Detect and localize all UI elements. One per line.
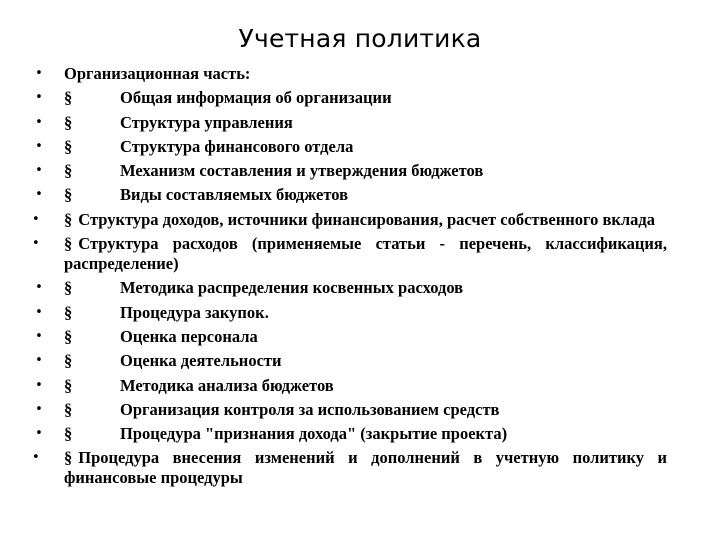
list-item-text: Структура доходов, источники финансирования, расчет собственного вклада [78,209,655,229]
list-item-text: Процедура закупок. [120,302,269,322]
list-item [32,303,667,323]
bullet-icon: • [35,426,43,442]
list-item [32,376,667,396]
section-sign: § [64,161,73,181]
section-sign: § [64,88,73,108]
list-item-text: Методика анализа бюджетов [120,375,334,395]
list-item [32,327,667,347]
slide-title: Учетная политика [238,24,482,53]
list-item [32,137,667,157]
bullet-icon: • [35,90,43,106]
list-item-text: Процедура "признания дохода" (закрытие проекта) [120,424,508,444]
section-sign: § [64,185,73,205]
bullet-icon: • [35,401,43,417]
list-item-text: Организационная часть: [64,64,251,83]
policy-list [32,64,667,493]
section-sign: § [64,302,73,322]
bullet-icon: • [35,66,43,81]
list-item-text: Процедура внесения изменений и дополнений в учетную политику и финансовые процедуры [64,448,667,488]
bullet-icon: • [32,211,40,227]
section-sign: § [64,375,73,395]
bullet-icon: • [35,280,43,296]
list-item [32,400,667,420]
section-sign: § [64,112,73,132]
list-item [32,448,667,488]
list-item-text: Оценка персонала [120,326,258,346]
list-item [32,88,667,108]
list-item [32,351,667,371]
list-item-text: Методика распределения косвенных расходов [120,278,464,298]
list-item-text: Виды составляемых бюджетов [120,185,348,205]
list-item [32,278,667,298]
list-item [32,185,667,205]
section-sign: § [64,448,73,468]
list-item-text: Структура расходов (применяемые статьи - перечень, классификация, распределение) [64,234,667,274]
bullet-icon: • [35,187,43,203]
bullet-icon: • [32,450,40,466]
section-sign: § [64,399,73,419]
list-item [32,424,667,444]
list-item [32,113,667,133]
section-sign: § [64,424,73,444]
bullet-icon: • [35,377,43,393]
list-item-text: Оценка деятельности [120,351,282,371]
bullet-icon: • [35,138,43,154]
bullet-icon: • [35,304,43,320]
bullet-icon: • [35,328,43,344]
section-sign: § [64,278,73,298]
list-item [32,210,667,230]
list-item-text: Организация контроля за использованием средств [120,399,500,419]
list-item [32,64,667,84]
bullet-icon: • [35,163,43,179]
section-sign: § [64,326,73,346]
section-sign: § [64,136,73,156]
bullet-icon: • [35,114,43,130]
list-item-text: Структура управления [120,112,293,132]
list-item [32,161,667,181]
list-item [32,234,667,274]
section-sign: § [64,234,73,254]
bullet-icon: • [32,236,40,252]
list-item-text: Структура финансового отдела [120,136,354,156]
bullet-icon: • [35,353,43,369]
section-sign: § [64,351,73,371]
section-sign: § [64,209,73,229]
list-item-text: Общая информация об организации [120,88,392,108]
list-item-text: Механизм составления и утверждения бюджетов [120,161,484,181]
